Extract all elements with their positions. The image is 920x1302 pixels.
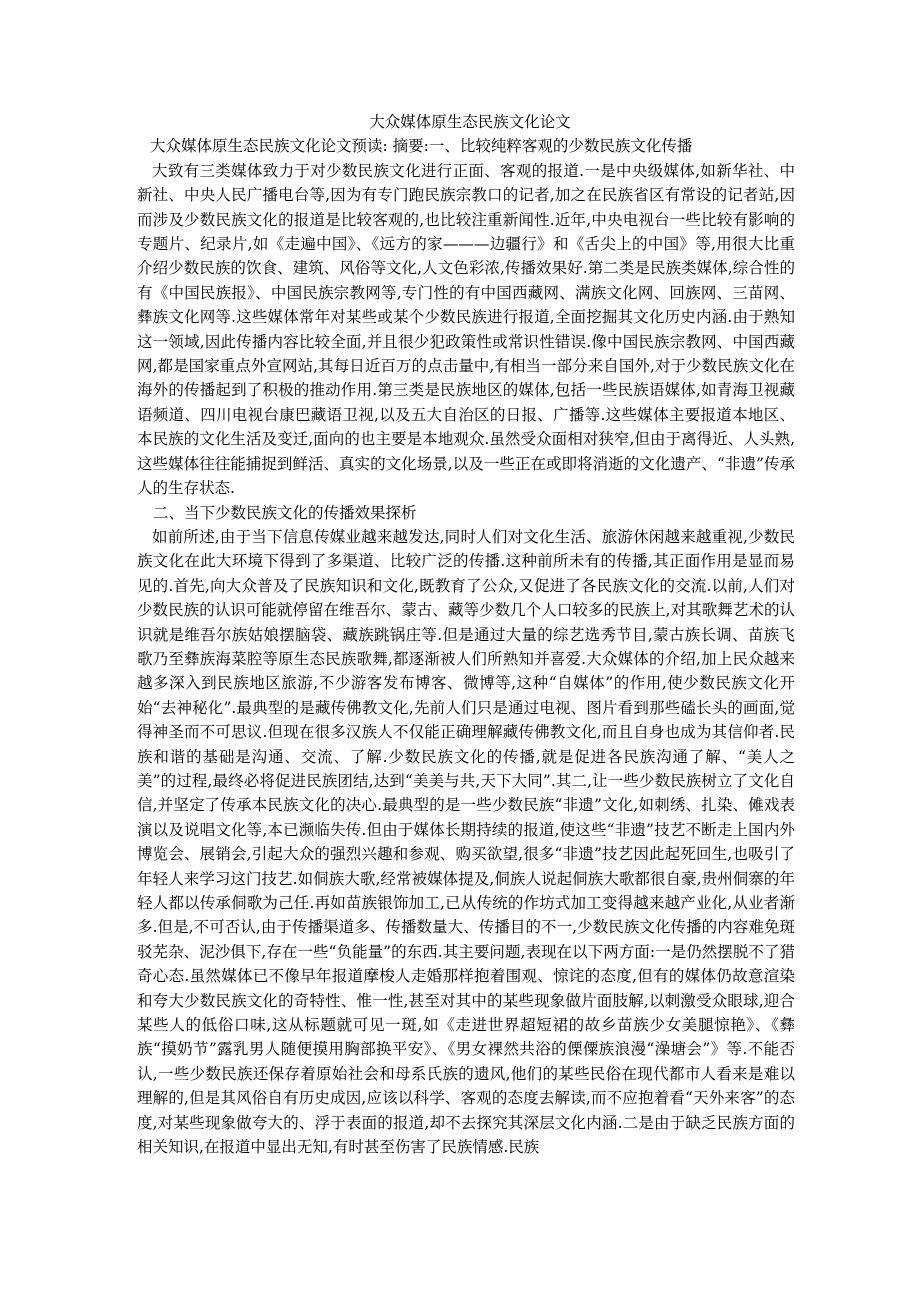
- preview-line: 大众媒体原生态民族文化论文预读: 摘要:一、比较纯粹客观的少数民族文化传播: [150, 137, 693, 156]
- document-title: 大众媒体原生态民族文化论文: [369, 113, 571, 131]
- paragraph-effects: 如前所述,由于当下信息传媒业越来越发达,同时人们对文化生活、旅游休闲越来越重视,少数民族文化在此大环境下得到了多渠道、比较广泛的传播.这种前所未有的传播,其正面作用是显而易见的.首先,向大众普及了民族知识和文化,既教育了公众,又促进了各民族文化的交流.以前,人们对少数民族的认识可能就停留在维吾尔、蒙古、藏等少数几个人口较多的民族上,对其歌舞艺术的认识就是维吾尔族姑娘摆脑袋、藏族跳锅庄等.但是通过大量的综艺选秀节目,蒙古族长调、苗族飞歌乃至彝族海菜腔等原生态民族歌舞,都逐渐被人们所熟知并喜爱.大众媒体的介绍,加上民众越来越多深入到民族地区旅游,不少游客发布博客、微博等,这种“自媒体”的作用,使少数民族文化开始“去神秘化”.最典型的是藏传佛教文化,先前人们只是通过电视、图片看到那些磕长头的画面,觉得神圣而不可思议.但现在很多汉族人不仅能正确理解藏传佛教文化,而且自身也成为其信仰者.民族和谐的基础是沟通、交流、了解.少数民族文化的传播,就是促进各民族沟通了解、“美人之美”的过程,最终必将促进民族团结,达到“美美与共,天下大同”.其二,让一些少数民族树立了文化自信,并坚定了传承本民族文化的决心.最典型的是一些少数民族“非遗”文化,如刺绣、扎染、傩戏表演以及说唱文化等,本已濒临失传.但由于媒体长期持续的报道,使这些“非遗”技艺不断走上国内外博览会、展销会,引起大众的强烈兴趣和参观、购买欲望,很多“非遗”技艺因此起死回生,也吸引了年轻人来学习这门技艺.如侗族大歌,经常被媒体提及,侗族人说起侗族大歌都很自豪,贵州侗寨的年轻人都以传承侗歌为己任.再如苗族银饰加工,已从传统的作坊式加工变得越来越产业化,从业者渐多.但是,不可否认,由于传播渠道多、传播数量大、传播目的不一,少数民族文化传播的内容难免斑驳芜杂、泥沙俱下,存在一些“负能量”的东西.其主要问题,表现在以下两方面:一是仍然摆脱不了猎奇心态.虽然媒体已不像早年报道摩梭人走婚那样抱着围观、惊诧的态度,但有的媒体仍故意渲染和夸大少数民族文化的奇特性、惟一性,甚至对其中的某些现象做片面肢解,以刺激受众眼球,迎合某些人的低俗口味,这从标题就可见一斑,如《走进世界超短裙的故乡苗族少女美腿惊艳》、《彝族“摸奶节”露乳男人随便摸用胸部换平安》、《男女裸然共浴的傈僳族浪漫“澡塘会”》等.不能否认,一些少数民族还保存着原始社会和母系氏族的遗风,他们的某些民俗在现代都市人看来是难以理解的,但是其风俗自有历史成因,应该以科学、客观的态度去解读,而不应抱着看“天外来客”的态度,对某些现象做夸大的、浮于表面的报道,却不去探究其深层文化内涵.二是由于缺乏民族方面的相关知识,在报道中显出无知,有时甚至伤害了民族情感.民族: [137, 527, 795, 1157]
- section-heading-2: 二、当下少数民族文化的传播效果探析: [153, 503, 417, 522]
- document-body: [137, 110, 795, 1159]
- paragraph-media-types: 大致有三类媒体致力于对少数民族文化进行正面、客观的报道.一是中央级媒体,如新华社、中新社、中央人民广播电台等,因为有专门跑民族宗教口的记者,加之在民族省区有常设的记者站,因而涉及少数民族文化的报道是比较客观的,也比较注重新闻性.近年,中央电视台一些比较有影响的专题片、纪录片,如《走遍中国》、《远方的家———边疆行》和《舌尖上的中国》等,用很大比重介绍少数民族的饮食、建筑、风俗等文化,人文色彩浓,传播效果好.第二类是民族类媒体,综合性的有《中国民族报》、中国民族宗教网等,专门性的有中国西藏网、满族文化网、回族网、三苗网、彝族文化网等.这些媒体常年对某些或某个少数民族进行报道,全面挖掘其文化历史内涵.由于熟知这一领域,因此传播内容比较全面,并且很少犯政策性或常识性错误.像中国民族宗教网、中国西藏网,都是国家重点外宣网站,其每日近百万的点击量中,有相当一部分来自国外,对于少数民族文化在海外的传播起到了积极的推动作用.第三类是民族地区的媒体,包括一些民族语媒体,如青海卫视藏语频道、四川电视台康巴藏语卫视,以及五大自治区的日报、广播等.这些媒体主要报道本地区、本民族的文化生活及变迁,面向的也主要是本地观众.虽然受众面相对狭窄,但由于离得近、人头熟,这些媒体往往能捕捉到鲜活、真实的文化场景,以及一些正在或即将消逝的文化遗产、“非遗”传承人的生存状态.: [137, 161, 795, 498]
